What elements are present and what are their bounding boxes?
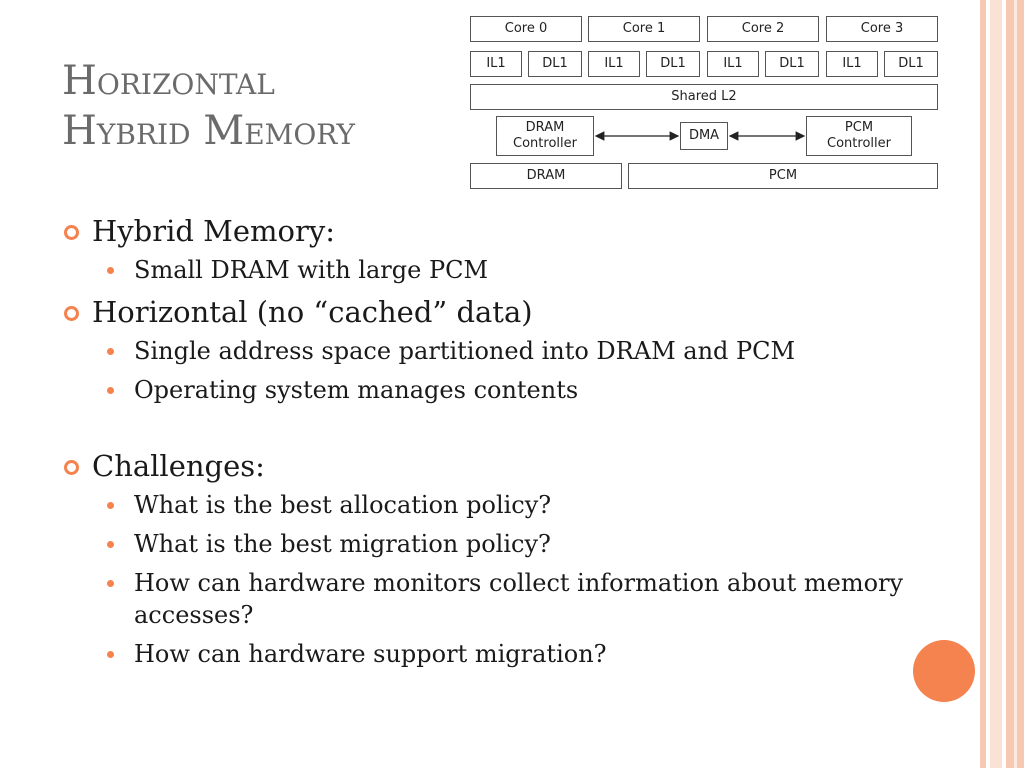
bullet-text: Hybrid Memory: <box>92 214 335 248</box>
decor-stripe-1 <box>980 0 986 768</box>
dram-controller-line-2: Controller <box>513 136 577 151</box>
pcm-controller-line-1: PCM <box>844 120 874 135</box>
bullet-dot-icon <box>107 348 114 355</box>
dl1-box-3: DL1 <box>884 51 938 77</box>
sub-bullet <box>62 528 922 560</box>
sub-bullet-text: How can hardware monitors collect information about memory accesses? <box>134 569 904 629</box>
architecture-diagram <box>468 16 940 192</box>
bullet-dot-icon <box>107 387 114 394</box>
bullet-text: Horizontal (no “cached” data) <box>92 295 533 329</box>
bullet-hybrid-memory <box>62 212 922 250</box>
decor-circle <box>913 640 975 702</box>
pcm-controller-line-2: Controller <box>827 136 891 151</box>
decor-stripe-4 <box>1014 0 1017 768</box>
sub-bullet-text: Operating system manages contents <box>134 376 579 404</box>
bullet-dot-icon <box>107 580 114 587</box>
bullet-content <box>62 212 922 677</box>
sub-bullet <box>62 638 922 670</box>
sub-bullet-text: Small DRAM with large PCM <box>134 256 489 284</box>
sub-bullet-text: How can hardware support migration? <box>134 640 607 668</box>
bullet-circle-icon <box>64 306 79 321</box>
title-line-1: Horizontal <box>62 58 275 104</box>
dl1-box-0: DL1 <box>528 51 582 77</box>
sub-bullet-text: What is the best migration policy? <box>134 530 551 558</box>
dma-box: DMA <box>680 122 728 150</box>
il1-box-2: IL1 <box>707 51 759 77</box>
dma-arrows <box>468 16 940 192</box>
sub-bullet <box>62 489 922 521</box>
bullet-circle-icon <box>64 225 79 240</box>
dram-box: DRAM <box>470 163 622 189</box>
bullet-horizontal <box>62 293 922 331</box>
slide-title <box>62 56 355 156</box>
sub-bullet <box>62 335 922 367</box>
dl1-box-1: DL1 <box>646 51 700 77</box>
sub-bullet-text: What is the best allocation policy? <box>134 491 552 519</box>
bullet-dot-icon <box>107 541 114 548</box>
core-2-box: Core 2 <box>707 16 819 42</box>
core-0-box: Core 0 <box>470 16 582 42</box>
sub-bullet-text: Single address space partitioned into DRAM and PCM <box>134 337 796 365</box>
decor-stripe-2 <box>990 0 1002 768</box>
bullet-challenges <box>62 447 922 485</box>
bullet-dot-icon <box>107 502 114 509</box>
il1-box-3: IL1 <box>826 51 878 77</box>
bullet-dot-icon <box>107 651 114 658</box>
shared-l2-box: Shared L2 <box>470 84 938 110</box>
title-line-2: Hybrid Memory <box>62 108 355 154</box>
sub-bullet <box>62 254 922 286</box>
sub-bullet <box>62 567 922 631</box>
dram-controller-line-1: DRAM <box>525 120 565 135</box>
sub-bullet <box>62 374 922 406</box>
core-1-box: Core 1 <box>588 16 700 42</box>
il1-box-0: IL1 <box>470 51 522 77</box>
pcm-box: PCM <box>628 163 938 189</box>
bullet-text: Challenges: <box>92 449 265 483</box>
il1-box-1: IL1 <box>588 51 640 77</box>
dl1-box-2: DL1 <box>765 51 819 77</box>
bullet-circle-icon <box>64 460 79 475</box>
bullet-dot-icon <box>107 267 114 274</box>
core-3-box: Core 3 <box>826 16 938 42</box>
